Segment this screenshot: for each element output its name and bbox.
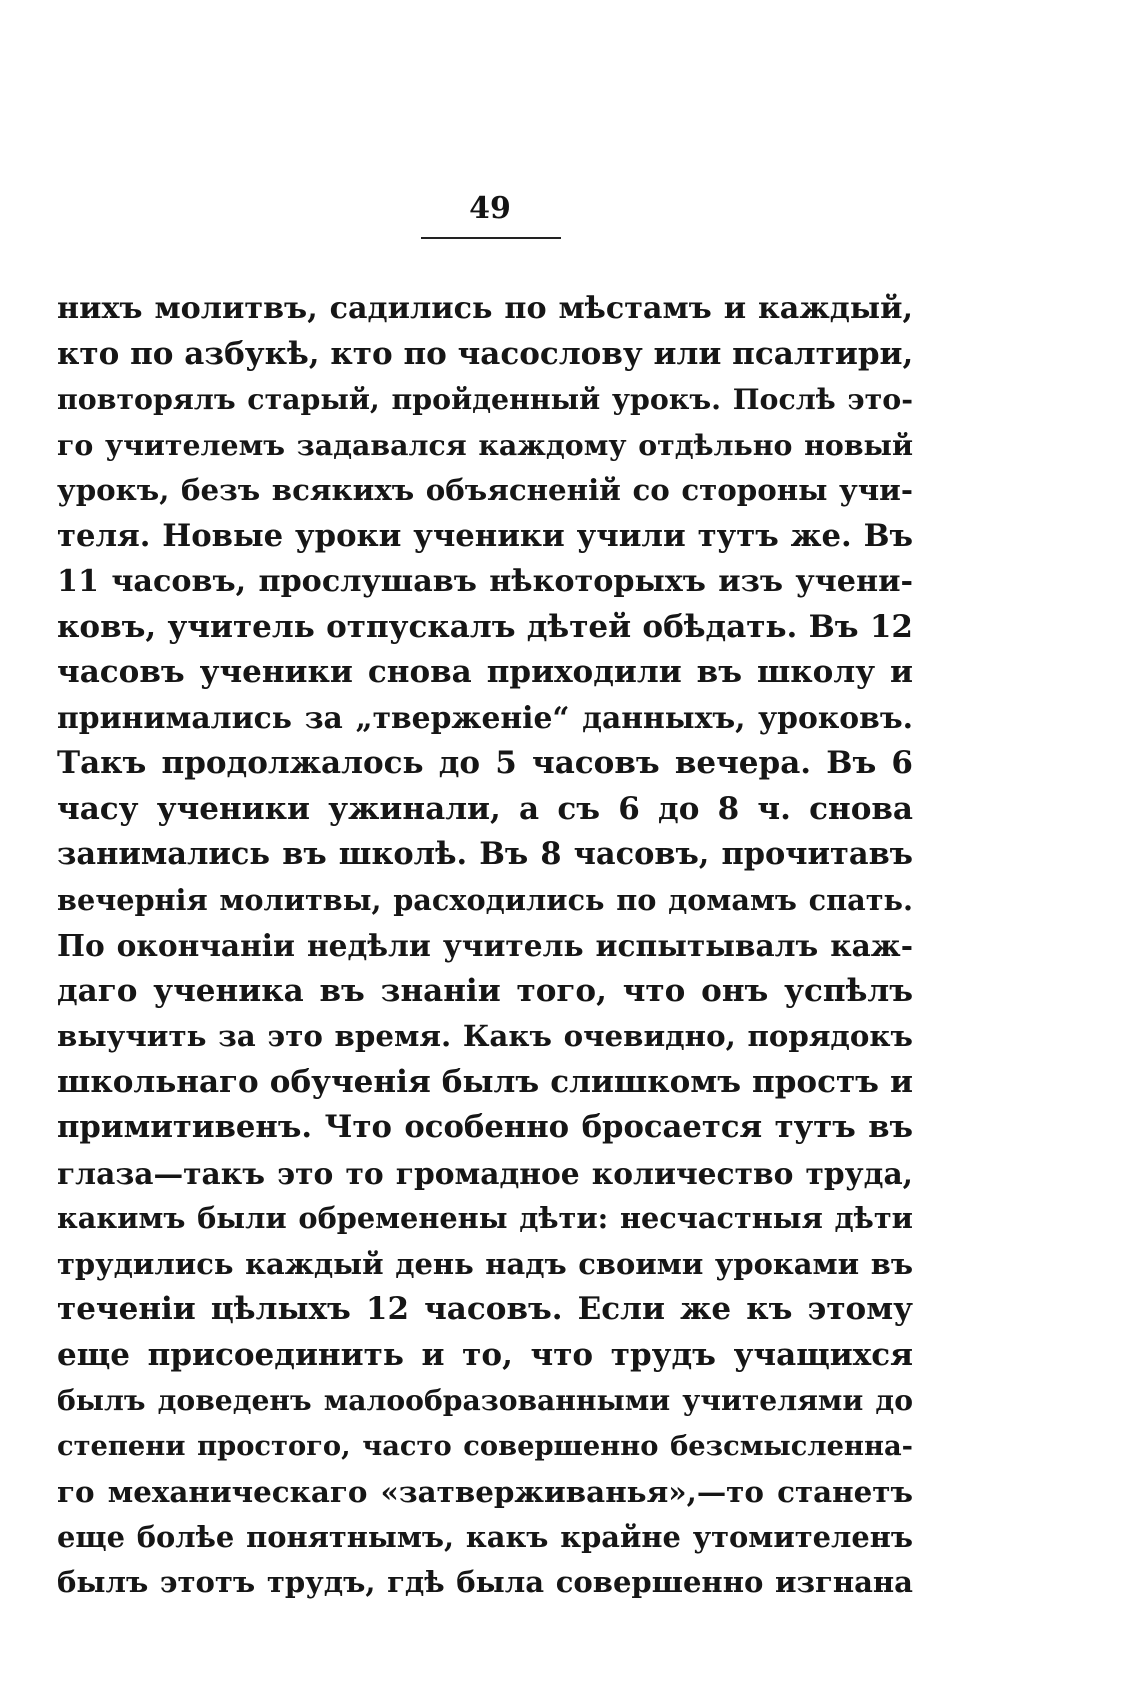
text-line: былъ этотъ трудъ, гдѣ была совершенно изгнана: [57, 1565, 913, 1599]
text-line: принимались за „тверженіе“ данныхъ, уроковъ.: [57, 700, 913, 736]
text-line: какимъ были обременены дѣти: несчастныя дѣти: [57, 1201, 913, 1235]
text-line: примитивенъ. Что особенно бросается тутъ въ: [57, 1109, 913, 1145]
text-line: трудились каждый день надъ своими уроками въ: [57, 1246, 913, 1281]
text-line: вечернія молитвы, расходились по домамъ спать.: [57, 882, 913, 917]
text-line: го учителемъ задавался каждому отдѣльно новый: [57, 427, 913, 462]
text-line: нихъ молитвъ, садились по мѣстамъ и каждый,: [57, 291, 913, 326]
text-line: глаза—такъ это то громадное количество труда,: [57, 1155, 913, 1191]
text-line: часу ученики ужинали, а съ 6 до 8 ч. снова: [57, 790, 913, 827]
page-number-rule: [421, 237, 561, 239]
text-line: теченіи цѣлыхъ 12 часовъ. Если же къ этому: [57, 1291, 913, 1327]
text-line: кто по азбукѣ, кто по часослову или псалтири,: [57, 335, 914, 372]
text-line: еще присоединить и то, что трудъ учащихся: [57, 1336, 913, 1373]
page-number: 49: [469, 191, 511, 226]
text-line: даго ученика въ знаніи того, что онъ успѣлъ: [57, 972, 913, 1009]
text-line: школьнаго обученія былъ слишкомъ простъ и: [57, 1063, 913, 1100]
text-line: еще болѣе понятнымъ, какъ крайне утомителенъ: [57, 1519, 913, 1554]
text-line: По окончаніи недѣли учитель испытывалъ каж-: [57, 928, 913, 963]
body-text: [57, 286, 913, 1606]
text-line: урокъ, безъ всякихъ объясненій со стороны учи-: [57, 473, 913, 507]
text-line: го механическаго «затверживанья»,—то станетъ: [57, 1474, 913, 1509]
text-line: теля. Новые уроки ученики учили тутъ же. Въ: [57, 517, 913, 554]
text-line: повторялъ старый, пройденный урокъ. Послѣ это-: [57, 382, 913, 416]
text-line: ковъ, учитель отпускалъ дѣтей обѣдать. Въ 12: [57, 608, 913, 645]
text-line: Такъ продолжалось до 5 часовъ вечера. Въ 6: [57, 745, 913, 781]
text-line: часовъ ученики снова приходили въ школу и: [57, 654, 913, 690]
text-line: выучить за это время. Какъ очевидно, порядокъ: [57, 1019, 913, 1053]
text-line: 11 часовъ, прослушавъ нѣкоторыхъ изъ учени-: [57, 564, 913, 599]
text-line: былъ доведенъ малообразованными учителями до: [57, 1384, 913, 1417]
text-line: степени простого, часто совершенно безсмысленна-: [57, 1429, 913, 1462]
text-line: занимались въ школѣ. Въ 8 часовъ, прочитавъ: [57, 836, 913, 872]
